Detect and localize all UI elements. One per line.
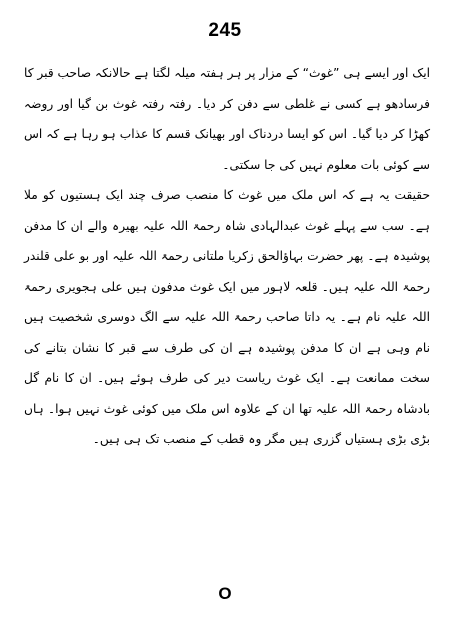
body-text	[24, 58, 430, 455]
paragraph-1: ایک اور ایسے ہی ”غوث“ کے مزار پر ہر ہفتہ میلہ لگتا ہے حالانکہ صاحب قبر کا فرسادھو ہے کسی نے غلطی سے دفن کر دیا۔ رفتہ رفتہ غوث بن گیا اور روضہ کھڑا کر دیا گیا۔ اس کو ایسا دردناک اور بھیانک قسم کا عذاب ہو رہا ہے کہ اس سے کوئی بات معلوم نہیں کی جا سکتی۔	[24, 66, 430, 172]
page-number: 245	[208, 20, 242, 41]
paragraph-2: حقیقت یہ ہے کہ اس ملک میں غوث کا منصب صرف چند ایک ہستیوں کو ملا ہے۔ سب سے پہلے غوث عبدالہادی شاہ رحمۃ اللہ علیہ بھیرہ والے ان کا مدفن پوشیدہ ہے۔ پھر حضرت بہاؤالحق زکریا ملتانی رحمۃ اللہ علیہ اور بو علی قلندر رحمۃ اللہ علیہ ہیں۔ قلعہ لاہور میں ایک غوث مدفون ہیں علی ہجویری رحمۃ اللہ علیہ نام ہے۔ یہ داتا صاحب رحمۃ اللہ علیہ سے الگ دوسری شخصیت ہیں نام وہی ہے ان کا مدفن پوشیدہ ہے ان کی طرف سے قبر کا نشان بتانے کی سخت ممانعت ہے۔ ایک غوث ریاست دیر کی طرف ہوئے ہیں۔ ان کا نام گل بادشاہ رحمۃ اللہ علیہ تھا ان کے علاوہ اس ملک میں کوئی غوث نہیں ہوا۔ ہاں بڑی بڑی ہستیاں گزری ہیں مگر وہ قطب کے منصب تک ہی ہیں۔	[24, 188, 430, 446]
footer-mark: O	[218, 584, 232, 603]
